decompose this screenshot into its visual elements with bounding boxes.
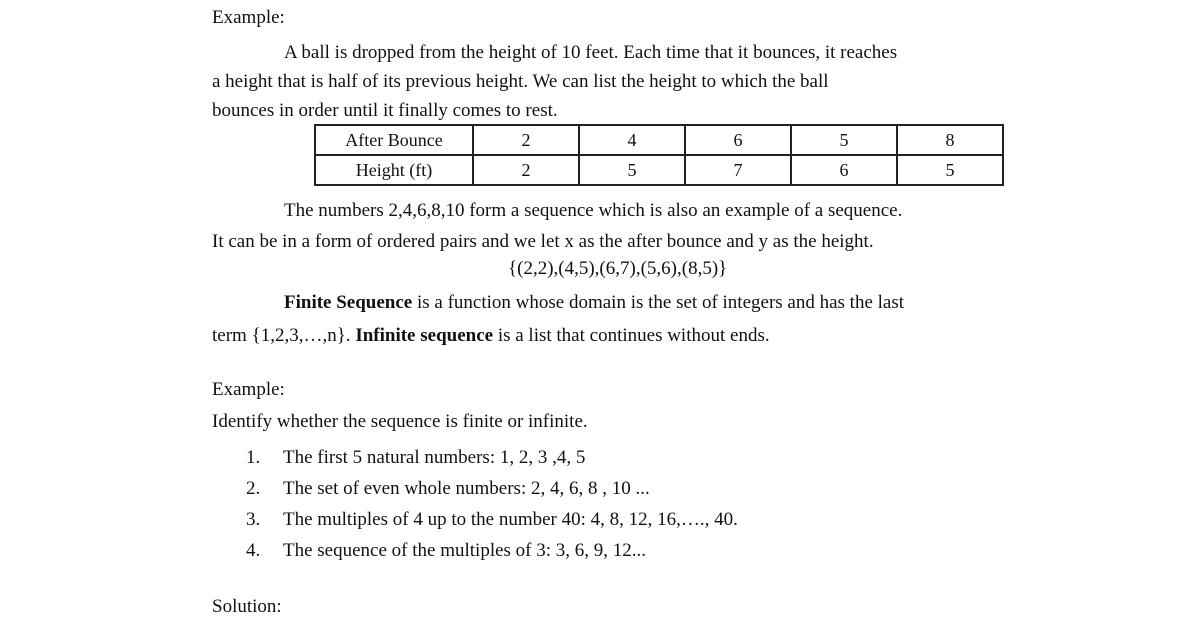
list-item-text: The multiples of 4 up to the number 40: 4, 8, 12, 16,…., 40. <box>283 509 738 530</box>
table-cell: 6 <box>685 125 791 155</box>
finite-sequence-term: Finite Sequence <box>284 292 413 313</box>
table-cell: 2 <box>473 155 579 185</box>
table-row-after-bounce <box>315 125 1003 155</box>
definitions-paragraph <box>212 286 1044 352</box>
list-number: 4. <box>246 540 261 561</box>
ordered-pairs: {(2,2),(4,5),(6,7),(5,6),(8,5)} <box>508 258 728 279</box>
table-cell: 5 <box>579 155 685 185</box>
list-number: 2. <box>246 478 261 499</box>
table-cell: 6 <box>791 155 897 185</box>
paragraph-line: A ball is dropped from the height of 10 feet. Each time that it bounces, it reaches <box>284 42 898 63</box>
table-cell: 2 <box>473 125 579 155</box>
example-heading: Example: <box>212 7 285 28</box>
row-header: After Bounce <box>315 125 473 155</box>
table-cell: 7 <box>685 155 791 185</box>
sequence-list <box>246 442 738 566</box>
table-cell: 8 <box>897 125 1003 155</box>
table-cell: 5 <box>897 155 1003 185</box>
list-item-text: The sequence of the multiples of 3: 3, 6, 9, 12... <box>283 540 647 561</box>
table-cell: 4 <box>579 125 685 155</box>
table-row-height <box>315 155 1003 185</box>
paragraph-line: It can be in a form of ordered pairs and we let x as the after bounce and y as the height. <box>212 231 874 252</box>
ball-problem-paragraph <box>212 38 1042 125</box>
sequence-paragraph <box>212 195 1046 257</box>
instruction-text: Identify whether the sequence is finite or infinite. <box>212 411 588 432</box>
infinite-sequence-definition: is a list that continues without ends. <box>493 325 770 346</box>
example-heading: Example: <box>212 379 285 400</box>
paragraph-line: The numbers 2,4,6,8,10 form a sequence which is also an example of a sequence. <box>284 200 903 221</box>
paragraph-line: bounces in order until it finally comes to rest. <box>212 100 558 121</box>
list-item-text: The set of even whole numbers: 2, 4, 6, 8 , 10 ... <box>283 478 650 499</box>
finite-sequence-definition: is a function whose domain is the set of integers and has the last <box>412 292 905 313</box>
list-item <box>246 473 738 504</box>
list-item <box>246 535 738 566</box>
list-item <box>246 504 738 535</box>
solution-heading: Solution: <box>212 596 282 617</box>
finite-sequence-definition-end: term {1,2,3,…,n}. <box>212 325 351 346</box>
list-item <box>246 442 738 473</box>
list-item-text: The first 5 natural numbers: 1, 2, 3 ,4, 5 <box>283 447 586 468</box>
infinite-sequence-term: Infinite sequence <box>355 325 494 346</box>
paragraph-line: a height that is half of its previous height. We can list the height to which the ball <box>212 71 829 92</box>
bounce-height-table <box>314 124 1004 186</box>
table-cell: 5 <box>791 125 897 155</box>
list-number: 3. <box>246 509 261 530</box>
row-header: Height (ft) <box>315 155 473 185</box>
list-number: 1. <box>246 447 261 468</box>
